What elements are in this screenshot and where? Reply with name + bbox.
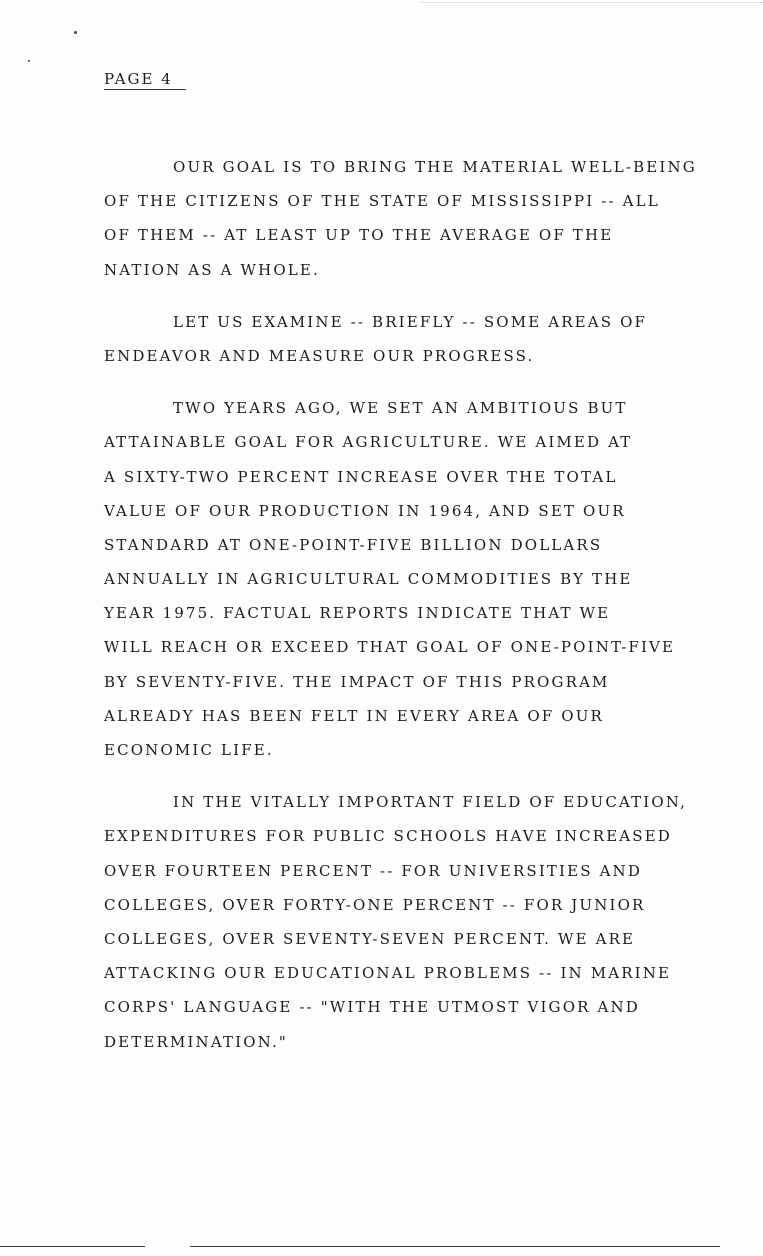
- text-line: LET US EXAMINE -- BRIEFLY -- SOME AREAS OF: [173, 312, 648, 331]
- scan-dotted-edge: [420, 2, 763, 3]
- scan-bottom-rule: [190, 1246, 720, 1247]
- text-line: ALREADY HAS BEEN FELT IN EVERY AREA OF OUR: [104, 706, 604, 725]
- paragraph-agriculture: [104, 391, 744, 767]
- scan-speck: [28, 60, 30, 62]
- text-line: EXPENDITURES FOR PUBLIC SCHOOLS HAVE INCREASED: [104, 827, 672, 846]
- text-line: NATION AS A WHOLE.: [104, 260, 320, 279]
- text-line: ENDEAVOR AND MEASURE OUR PROGRESS.: [104, 346, 535, 365]
- text-line: YEAR 1975. FACTUAL REPORTS INDICATE THAT WE: [104, 604, 611, 623]
- text-line: WILL REACH OR EXCEED THAT GOAL OF ONE-POINT-FIVE: [104, 638, 676, 657]
- text-line: COLLEGES, OVER FORTY-ONE PERCENT -- FOR JUNIOR: [104, 895, 646, 914]
- scan-bottom-rule: [0, 1246, 145, 1247]
- text-line: BY SEVENTY-FIVE. THE IMPACT OF THIS PROGRAM: [104, 672, 610, 691]
- text-line: IN THE VITALLY IMPORTANT FIELD OF EDUCATION,: [173, 793, 688, 812]
- text-line: OF THEM -- AT LEAST UP TO THE AVERAGE OF THE: [104, 226, 614, 245]
- page-number-underline: [104, 89, 186, 90]
- text-line: TWO YEARS AGO, WE SET AN AMBITIOUS BUT: [173, 399, 628, 418]
- paragraph-examine: [104, 305, 744, 373]
- text-line: ATTACKING OUR EDUCATIONAL PROBLEMS -- IN MARINE: [104, 964, 672, 983]
- page-number-label: PAGE 4: [104, 70, 173, 88]
- scan-speck: [74, 31, 77, 34]
- text-line: COLLEGES, OVER SEVENTY-SEVEN PERCENT. WE ARE: [104, 929, 636, 948]
- text-line: DETERMINATION.": [104, 1032, 288, 1051]
- text-line: STANDARD AT ONE-POINT-FIVE BILLION DOLLARS: [104, 535, 603, 554]
- text-line: A SIXTY-TWO PERCENT INCREASE OVER THE TOTAL: [104, 467, 618, 486]
- text-line: OUR GOAL IS TO BRING THE MATERIAL WELL-BEING: [173, 158, 697, 176]
- text-line: OF THE CITIZENS OF THE STATE OF MISSISSIPPI -- ALL: [104, 192, 660, 211]
- typed-body: [104, 150, 744, 1077]
- paragraph-goal: [104, 150, 744, 287]
- text-line: ATTAINABLE GOAL FOR AGRICULTURE. WE AIMED AT: [104, 433, 633, 452]
- text-line: OVER FOURTEEN PERCENT -- FOR UNIVERSITIES AND: [104, 861, 643, 880]
- text-line: CORPS' LANGUAGE -- "WITH THE UTMOST VIGOR AND: [104, 998, 640, 1017]
- text-line: ECONOMIC LIFE.: [104, 741, 274, 759]
- paragraph-education: [104, 785, 744, 1059]
- text-line: VALUE OF OUR PRODUCTION IN 1964, AND SET OUR: [104, 501, 626, 520]
- text-line: ANNUALLY IN AGRICULTURAL COMMODITIES BY THE: [104, 570, 633, 589]
